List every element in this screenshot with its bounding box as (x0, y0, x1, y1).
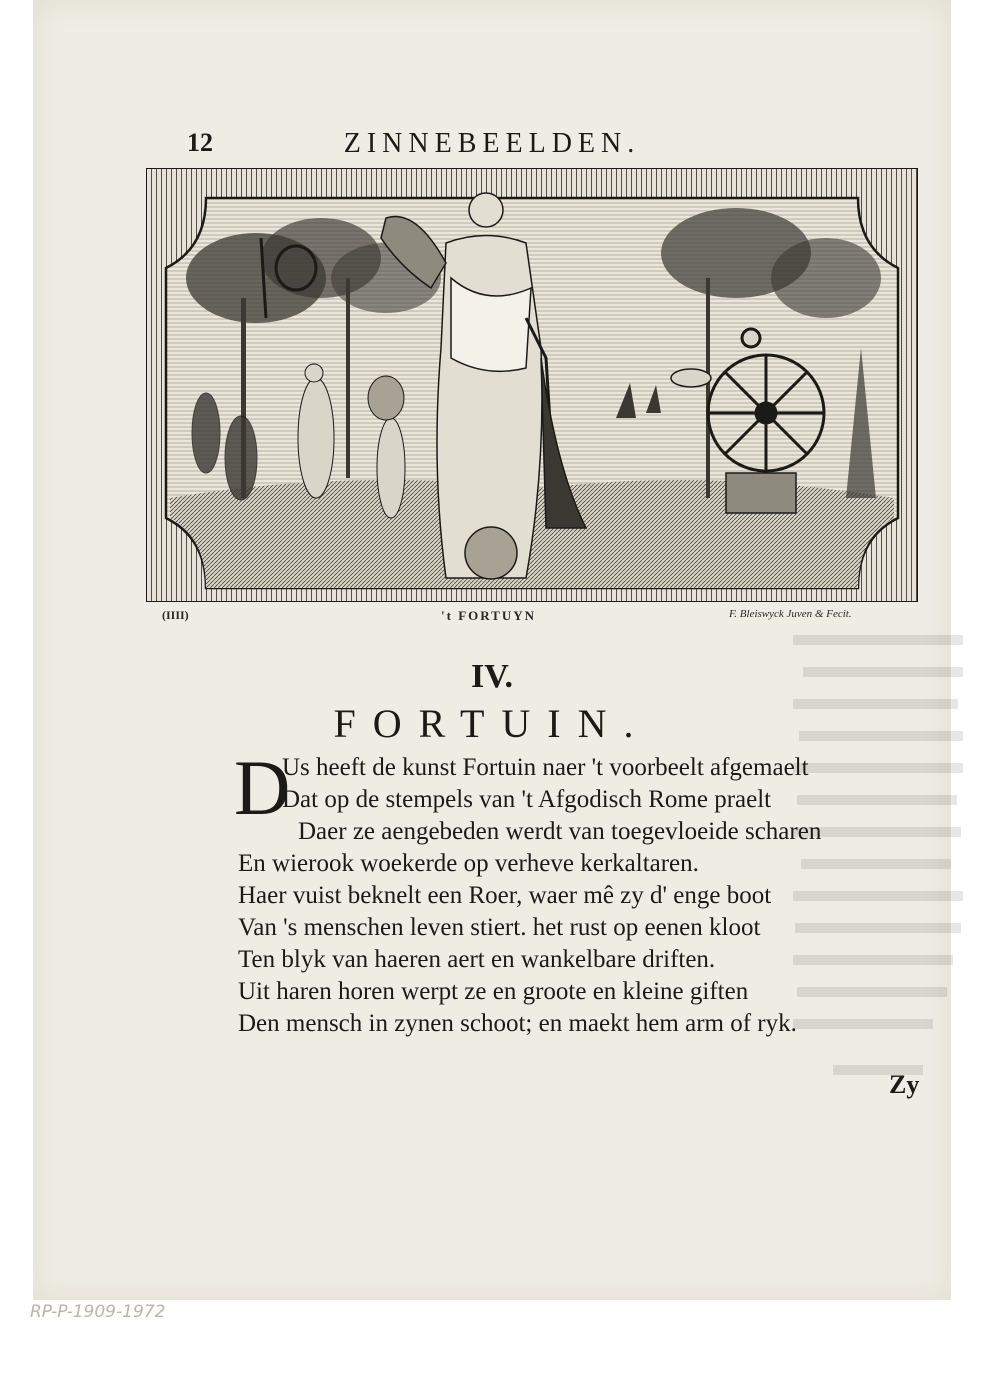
section-title: FORTUIN. (333, 701, 651, 746)
poem-line: Uit haren horen werpt ze en groote en kleine giften (238, 978, 749, 1005)
poem-line: Us heeft de kunst Fortuin naer 't voorbeelt afgemaelt (282, 754, 809, 781)
catchword: Zy (889, 1070, 920, 1099)
poem-line: Dat op de stempels van 't Afgodisch Rome praelt (282, 786, 772, 813)
poem-line: En wierook woekerde op verheve kerkaltaren. (238, 850, 699, 877)
section-number: IV. (471, 658, 513, 695)
engraving-fortune (146, 168, 918, 602)
drop-capital: D (234, 744, 291, 831)
plate-title: 't FORTUYN (441, 608, 537, 623)
poem-line: Den mensch in zynen schoot; en maekt hem arm of ryk. (238, 1010, 797, 1037)
plate-captions (33, 608, 951, 630)
engraver-signature: F. Bleiswyck Juven & Fecit. (729, 608, 852, 620)
book-page (33, 0, 951, 1300)
inventory-mark: RP-P-1909-1972 (30, 1302, 166, 1322)
poem-line: Daer ze aengebeden werdt van toegevloeide scharen (298, 818, 822, 845)
poem-line: Van 's menschen leven stiert. het rust op eenen kloot (238, 914, 761, 941)
running-head (33, 128, 951, 168)
poem-line: Haer vuist beknelt een Roer, waer mê zy d' enge boot (238, 882, 772, 909)
poem (234, 744, 938, 1040)
poem-line: Ten blyk van haeren aert en wankelbare driften. (238, 946, 716, 973)
running-title: ZINNEBEELDEN. (343, 128, 641, 159)
page-number: 12 (187, 128, 213, 157)
plate-number: (IIII) (162, 608, 189, 622)
